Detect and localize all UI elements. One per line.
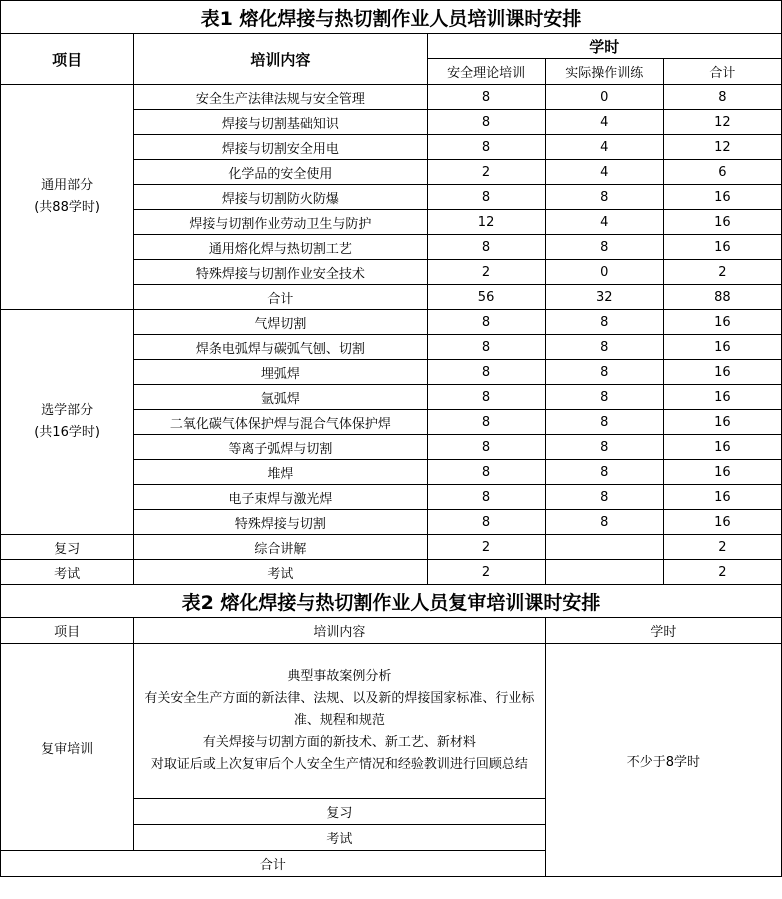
cell-content: 通用熔化焊与热切割工艺 [134, 235, 427, 260]
table-2-title: 表2 熔化焊接与热切割作业人员复审培训课时安排 [1, 585, 782, 618]
cell-content: 等离子弧焊与切割 [134, 435, 427, 460]
cell-total: 12 [663, 110, 781, 135]
cell-total: 16 [663, 210, 781, 235]
cell-practice: 8 [545, 185, 663, 210]
review-content: 综合讲解 [134, 535, 427, 560]
retrain-line: 有关焊接与切割方面的新技术、新工艺、新材料 [202, 735, 476, 750]
header-practice: 实际操作训练 [545, 59, 663, 85]
cell-theory: 8 [427, 485, 545, 510]
cell-theory: 8 [427, 510, 545, 535]
header-total: 合计 [663, 59, 781, 85]
general-label-line2: (共88学时) [34, 200, 100, 215]
retrain-label: 复审培训 [1, 644, 134, 851]
cell-total: 8 [663, 85, 781, 110]
cell-content: 堆焊 [134, 460, 427, 485]
cell-theory: 12 [427, 210, 545, 235]
cell-content: 化学品的安全使用 [134, 160, 427, 185]
cell-total: 16 [663, 435, 781, 460]
review-project: 复习 [1, 535, 134, 560]
cell-theory: 8 [427, 460, 545, 485]
table-2 [0, 584, 782, 877]
cell-theory: 8 [427, 185, 545, 210]
table-row [1, 85, 782, 110]
cell-practice: 4 [545, 110, 663, 135]
cell-total: 2 [663, 260, 781, 285]
cell-total: 16 [663, 460, 781, 485]
exam-row [1, 560, 782, 585]
cell-theory: 8 [427, 310, 545, 335]
cell-practice: 4 [545, 160, 663, 185]
cell-content: 焊条电弧焊与碳弧气刨、切割 [134, 335, 427, 360]
general-section [1, 85, 782, 310]
elective-label-line2: (共16学时) [34, 425, 100, 440]
header-content: 培训内容 [134, 34, 427, 85]
exam-total: 2 [663, 560, 781, 585]
cell-total: 16 [663, 510, 781, 535]
general-label-line1: 通用部分 [41, 178, 94, 193]
t2-header-content: 培训内容 [134, 618, 546, 644]
cell-content: 氩弧焊 [134, 385, 427, 410]
cell-practice: 0 [545, 260, 663, 285]
elective-label-line1: 选学部分 [41, 403, 94, 418]
retrain-line: 有关安全生产方面的新法律、法规、以及新的焊接国家标准、行业标准、规程和规范 [144, 691, 535, 728]
cell-total: 16 [663, 410, 781, 435]
elective-section [1, 310, 782, 535]
cell-theory: 8 [427, 235, 545, 260]
cell-theory: 8 [427, 110, 545, 135]
cell-theory: 8 [427, 385, 545, 410]
cell-theory: 8 [427, 135, 545, 160]
general-label [1, 85, 134, 310]
cell-content: 焊接与切割基础知识 [134, 110, 427, 135]
cell-practice: 0 [545, 85, 663, 110]
t2-total: 合计 [1, 851, 546, 877]
cell-total: 6 [663, 160, 781, 185]
exam-theory: 2 [427, 560, 545, 585]
exam-project: 考试 [1, 560, 134, 585]
header-project: 项目 [1, 34, 134, 85]
cell-content: 焊接与切割防火防爆 [134, 185, 427, 210]
cell-theory: 8 [427, 335, 545, 360]
cell-total: 16 [663, 385, 781, 410]
cell-total: 16 [663, 310, 781, 335]
cell-content: 电子束焊与激光焊 [134, 485, 427, 510]
cell-practice: 8 [545, 510, 663, 535]
cell-practice: 8 [545, 435, 663, 460]
cell-theory: 2 [427, 160, 545, 185]
cell-practice: 8 [545, 485, 663, 510]
cell-total: 16 [663, 335, 781, 360]
cell-content: 特殊焊接与切割 [134, 510, 427, 535]
cell-content: 特殊焊接与切割作业安全技术 [134, 260, 427, 285]
cell-practice: 8 [545, 385, 663, 410]
cell-theory: 56 [427, 285, 545, 310]
hours-value: 不少于8学时 [545, 644, 781, 877]
cell-total: 16 [663, 185, 781, 210]
cell-total: 16 [663, 235, 781, 260]
retrain-content [134, 644, 546, 799]
review-row [1, 535, 782, 560]
cell-total: 88 [663, 285, 781, 310]
cell-practice: 8 [545, 460, 663, 485]
t2-header-hours: 学时 [545, 618, 781, 644]
table-row [1, 310, 782, 335]
cell-theory: 8 [427, 360, 545, 385]
cell-theory: 8 [427, 410, 545, 435]
retrain-line: 典型事故案例分析 [287, 669, 392, 684]
cell-practice: 8 [545, 360, 663, 385]
exam-practice [545, 560, 663, 585]
cell-content: 安全生产法律法规与安全管理 [134, 85, 427, 110]
review-practice [545, 535, 663, 560]
cell-total: 16 [663, 485, 781, 510]
elective-label [1, 310, 134, 535]
cell-practice: 8 [545, 335, 663, 360]
header-hours: 学时 [427, 34, 782, 59]
cell-theory: 8 [427, 435, 545, 460]
cell-content: 合计 [134, 285, 427, 310]
cell-practice: 8 [545, 310, 663, 335]
review-total: 2 [663, 535, 781, 560]
table-1-title: 表1 熔化焊接与热切割作业人员培训课时安排 [1, 1, 782, 34]
t2-header-project: 项目 [1, 618, 134, 644]
cell-practice: 8 [545, 410, 663, 435]
cell-practice: 32 [545, 285, 663, 310]
cell-content: 焊接与切割作业劳动卫生与防护 [134, 210, 427, 235]
cell-total: 12 [663, 135, 781, 160]
retrain-line: 对取证后或上次复审后个人安全生产情况和经验教训进行回顾总结 [150, 757, 528, 772]
cell-content: 二氧化碳气体保护焊与混合气体保护焊 [134, 410, 427, 435]
cell-total: 16 [663, 360, 781, 385]
t2-exam: 考试 [134, 825, 546, 851]
cell-content: 气焊切割 [134, 310, 427, 335]
header-theory: 安全理论培训 [427, 59, 545, 85]
cell-content: 埋弧焊 [134, 360, 427, 385]
review-theory: 2 [427, 535, 545, 560]
cell-practice: 8 [545, 235, 663, 260]
cell-theory: 2 [427, 260, 545, 285]
t2-review: 复习 [134, 799, 546, 825]
exam-content: 考试 [134, 560, 427, 585]
cell-content: 焊接与切割安全用电 [134, 135, 427, 160]
cell-theory: 8 [427, 85, 545, 110]
cell-practice: 4 [545, 210, 663, 235]
cell-practice: 4 [545, 135, 663, 160]
